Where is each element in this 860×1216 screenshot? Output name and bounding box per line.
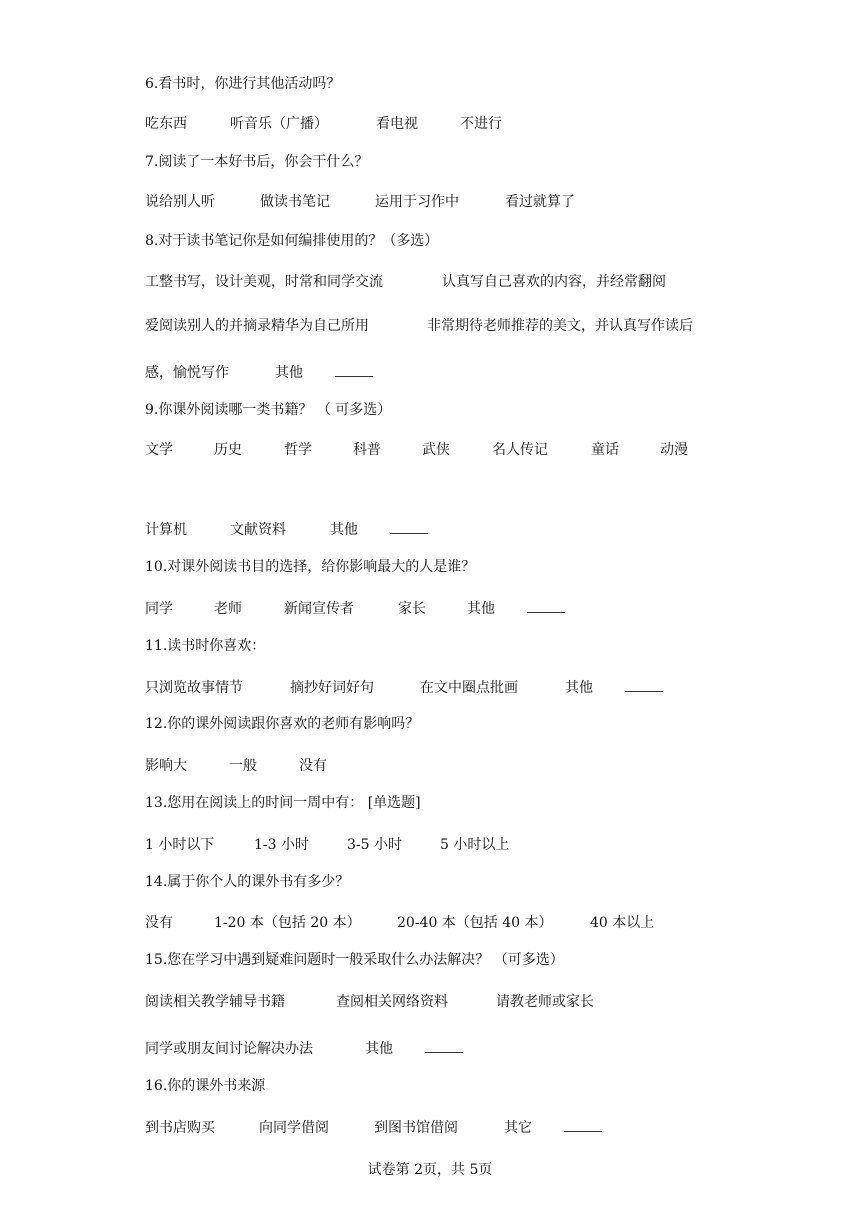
option[interactable]: 没有 <box>299 758 327 774</box>
option[interactable]: 5 小时以上 <box>440 837 510 853</box>
answer-blank[interactable] <box>564 1117 602 1132</box>
option[interactable]: 到书店购买 <box>145 1120 215 1136</box>
question-8-title: 8.对于读书笔记你是如何编排使用的？（多选） <box>145 233 439 249</box>
option[interactable]: 看电视 <box>376 116 418 132</box>
question-8-options-line1 <box>145 272 666 292</box>
option[interactable]: 其他 <box>467 601 495 617</box>
option[interactable]: 家长 <box>398 601 426 617</box>
option[interactable]: 认真写自己喜欢的内容，并经常翻阅 <box>442 274 666 290</box>
question-16-options <box>145 1117 602 1138</box>
option[interactable]: 一般 <box>229 758 257 774</box>
option[interactable]: 说给别人听 <box>145 194 215 210</box>
option[interactable]: 武侠 <box>422 442 450 458</box>
option[interactable]: 工整书写，设计美观，时常和同学交流 <box>145 274 383 290</box>
option[interactable]: 科普 <box>353 442 381 458</box>
page-footer: 试卷第 2页，共 5页 <box>367 1162 493 1178</box>
question-7-options <box>145 192 575 212</box>
option[interactable]: 不进行 <box>460 116 502 132</box>
option[interactable]: 文献资料 <box>230 522 286 538</box>
question-7-title: 7.阅读了一本好书后，你会干什么？ <box>145 154 369 170</box>
option[interactable]: 1 小时以下 <box>145 837 215 853</box>
question-12-options <box>145 756 327 776</box>
option[interactable]: 运用于习作中 <box>375 194 459 210</box>
option[interactable]: 哲学 <box>284 442 312 458</box>
question-15-title: 15.您在学习中遇到疑难问题时一般采取什么办法解决？ （可多选） <box>145 952 564 968</box>
option-text[interactable]: 感，愉悦写作 <box>145 365 229 381</box>
answer-blank[interactable] <box>390 519 428 534</box>
question-6-title: 6.看书时，你进行其他活动吗？ <box>145 76 341 92</box>
option[interactable]: 同学或朋友间讨论解决办法 <box>145 1041 313 1057</box>
option[interactable]: 看过就算了 <box>505 194 575 210</box>
option[interactable]: 名人传记 <box>492 442 548 458</box>
option[interactable]: 文学 <box>145 442 173 458</box>
answer-blank[interactable] <box>425 1038 463 1053</box>
option[interactable]: 其它 <box>504 1120 532 1136</box>
option[interactable]: 历史 <box>214 442 242 458</box>
option[interactable]: 只浏览故事情节 <box>145 680 243 696</box>
option[interactable]: 爱阅读别人的并摘录精华为自己所用 <box>145 318 369 334</box>
question-10-title: 10.对课外阅读书目的选择，给你影响最大的人是谁？ <box>145 559 476 575</box>
option[interactable]: 到图书馆借阅 <box>374 1120 458 1136</box>
option[interactable]: 20-40 本（包括 40 本） <box>397 915 553 931</box>
option[interactable]: 在文中圈点批画 <box>420 680 518 696</box>
option[interactable]: 吃东西 <box>145 116 187 132</box>
option[interactable]: 没有 <box>145 915 173 931</box>
option[interactable]: 其他 <box>565 680 593 696</box>
question-11-options <box>145 677 663 698</box>
question-16-title: 16.你的课外书来源 <box>145 1078 266 1094</box>
answer-blank[interactable] <box>335 362 373 377</box>
option[interactable]: 做读书笔记 <box>260 194 330 210</box>
option[interactable]: 摘抄好词好句 <box>290 680 374 696</box>
option[interactable]: 童话 <box>591 442 619 458</box>
question-13-title: 13.您用在阅读上的时间一周中有： [单选题] <box>145 795 421 811</box>
question-15-options-line1 <box>145 992 594 1012</box>
option[interactable]: 非常期待老师推荐的美文，并认真写作读后 <box>427 318 693 334</box>
option[interactable]: 同学 <box>145 601 173 617</box>
question-10-options <box>145 598 565 619</box>
option[interactable]: 听音乐（广播） <box>230 116 328 132</box>
option[interactable]: 其他 <box>275 365 303 381</box>
question-12-title: 12.你的课外阅读跟你喜欢的老师有影响吗？ <box>145 716 420 732</box>
option[interactable]: 向同学借阅 <box>259 1120 329 1136</box>
question-9-title: 9.你课外阅读哪一类书籍？ （ 可多选） <box>145 402 392 418</box>
question-14-title: 14.属于你个人的课外书有多少？ <box>145 874 350 890</box>
question-14-options <box>145 913 654 933</box>
question-8-options-line2 <box>145 316 693 336</box>
option[interactable]: 动漫 <box>660 442 688 458</box>
option[interactable]: 1-3 小时 <box>254 837 309 853</box>
question-9-options-line1 <box>145 440 688 460</box>
option[interactable]: 老师 <box>214 601 242 617</box>
option[interactable]: 计算机 <box>145 522 187 538</box>
option[interactable]: 3-5 小时 <box>347 837 402 853</box>
question-15-options-line2 <box>145 1038 463 1059</box>
question-8-options-line3 <box>145 362 373 383</box>
answer-blank[interactable] <box>527 598 565 613</box>
question-13-options <box>145 835 509 855</box>
option[interactable]: 新闻宣传者 <box>284 601 354 617</box>
option[interactable]: 其他 <box>330 522 358 538</box>
option[interactable]: 1-20 本（包括 20 本） <box>214 915 361 931</box>
answer-blank[interactable] <box>625 677 663 692</box>
option[interactable]: 40 本以上 <box>590 915 655 931</box>
question-6-options <box>145 114 502 134</box>
question-9-options-line2 <box>145 519 428 540</box>
option[interactable]: 其他 <box>365 1041 393 1057</box>
question-11-title: 11.读书时你喜欢： <box>145 638 266 654</box>
option[interactable]: 阅读相关教学辅导书籍 <box>145 994 285 1010</box>
option[interactable]: 影响大 <box>145 758 187 774</box>
option[interactable]: 请教老师或家长 <box>496 994 594 1010</box>
option[interactable]: 查阅相关网络资料 <box>336 994 448 1010</box>
